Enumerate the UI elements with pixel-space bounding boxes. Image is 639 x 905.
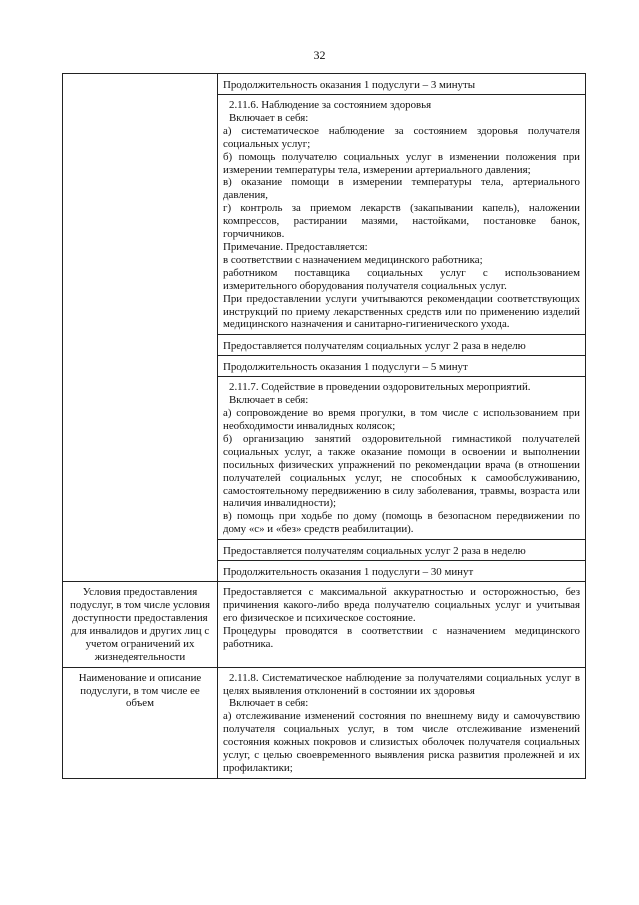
duration-text: Продолжительность оказания 1 подуслуги – 3 минуты bbox=[223, 79, 476, 91]
frequency-text: Предоставляется получателям социальных услуг 2 раза в неделю bbox=[223, 545, 526, 558]
list-item: б) помощь получателю социальных услуг в изменении положения при измерении температуры тела, измерении артериального давления; bbox=[223, 150, 580, 176]
naming-label: Наименование и описание подуслуги, в том числе ее объем bbox=[78, 671, 202, 710]
page-number: 32 bbox=[313, 48, 326, 62]
note-item: При предоставлении услуги учитываются рекомендации соответствующих инструкций по приему лекарственных средств или по применению изделий медицинского назначения и санитарно-гигиенического ухода. bbox=[223, 292, 580, 331]
services-table bbox=[62, 73, 586, 779]
duration-cell bbox=[218, 561, 586, 582]
service-title: 2.11.7. Содействие в проведении оздоровительных мероприятий. bbox=[229, 381, 531, 394]
conditions-text-cell bbox=[218, 582, 586, 667]
includes-label: Включает в себя: bbox=[229, 394, 309, 407]
note-item: работником поставщика социальных услуг с использованием измерительного оборудования получателя социальных услуг. bbox=[223, 266, 580, 292]
note-title: Примечание. Предоставляется: bbox=[223, 240, 368, 253]
conditions-text: Предоставляется с максимальной аккуратностью и осторожностью, без причинения какого-либо вреда получателю социальных услуг и учитывая его физическое и психическое состояние. bbox=[223, 586, 580, 624]
frequency-cell bbox=[218, 540, 586, 561]
list-item: б) организацию занятий оздоровительной гимнастикой получателей социальных услуг, а также оказание помощи в освоении и выполнении посильных физических упражнений по рекомендации врача (в отношении получателей социальных услуг, не способных к самообслуживанию, самостоятельному передвижению в силу заболевания, травмы, возраста или наличия инвалидности); bbox=[223, 432, 580, 510]
frequency-text: Предоставляется получателям социальных услуг 2 раза в неделю bbox=[223, 340, 526, 353]
empty-left-cell bbox=[63, 74, 218, 582]
list-item: а) отслеживание изменений состояния по внешнему виду и самочувствию получателя социальных услуг, в том числе отслеживание изменений состояния кожных покровов и слизистых оболочек получателя социальных услуг, с целью своевременного выявления риска развития пролежней и их профилактики; bbox=[223, 710, 580, 774]
service-2-11-7-cell bbox=[218, 377, 586, 540]
naming-label-cell bbox=[63, 667, 218, 778]
service-title: 2.11.6. Наблюдение за состоянием здоровья bbox=[229, 99, 432, 111]
conditions-label: Условия предоставления подуслуг, в том числе условия доступности предоставления для инвалидов и других лиц с учетом ограничений их жизнедеятельности bbox=[70, 586, 210, 663]
duration-cell bbox=[218, 74, 586, 95]
duration-text: Продолжительность оказания 1 подуслуги – 30 минут bbox=[223, 566, 474, 579]
duration-text: Продолжительность оказания 1 подуслуги – 5 минут bbox=[223, 361, 468, 374]
conditions-label-cell bbox=[63, 582, 218, 667]
list-item: в) оказание помощи в измерении температуры тела, артериального давления, bbox=[223, 176, 580, 202]
note-item: в соответствии с назначением медицинского работника; bbox=[223, 253, 483, 266]
list-item: а) систематическое наблюдение за состоянием здоровья получателя социальных услуг; bbox=[223, 124, 580, 150]
list-item: в) помощь при ходьбе по дому (помощь в безопасном передвижении по дому «с» и «без» средств реабилитации). bbox=[223, 510, 580, 536]
includes-label: Включает в себя: bbox=[229, 111, 309, 124]
table-row bbox=[63, 582, 586, 667]
list-item: г) контроль за приемом лекарств (закапывании капель), наложении компрессов, растирании мазями, настойками, постановке банок, горчичников. bbox=[223, 202, 580, 241]
table-row bbox=[63, 74, 586, 95]
service-2-11-6-cell bbox=[218, 95, 586, 335]
table-row bbox=[63, 667, 586, 778]
duration-cell bbox=[218, 356, 586, 377]
conditions-text: Процедуры проводятся в соответствии с назначением медицинского работника. bbox=[223, 624, 580, 650]
includes-label: Включает в себя: bbox=[229, 697, 309, 710]
service-title: 2.11.8. Систематическое наблюдение за получателями социальных услуг в целях выявления отклонений в состоянии их здоровья bbox=[223, 671, 580, 697]
frequency-cell bbox=[218, 335, 586, 356]
list-item: а) сопровождение во время прогулки, в том числе с использованием при необходимости инвалидных колясок; bbox=[223, 407, 580, 433]
service-2-11-8-cell bbox=[218, 667, 586, 778]
